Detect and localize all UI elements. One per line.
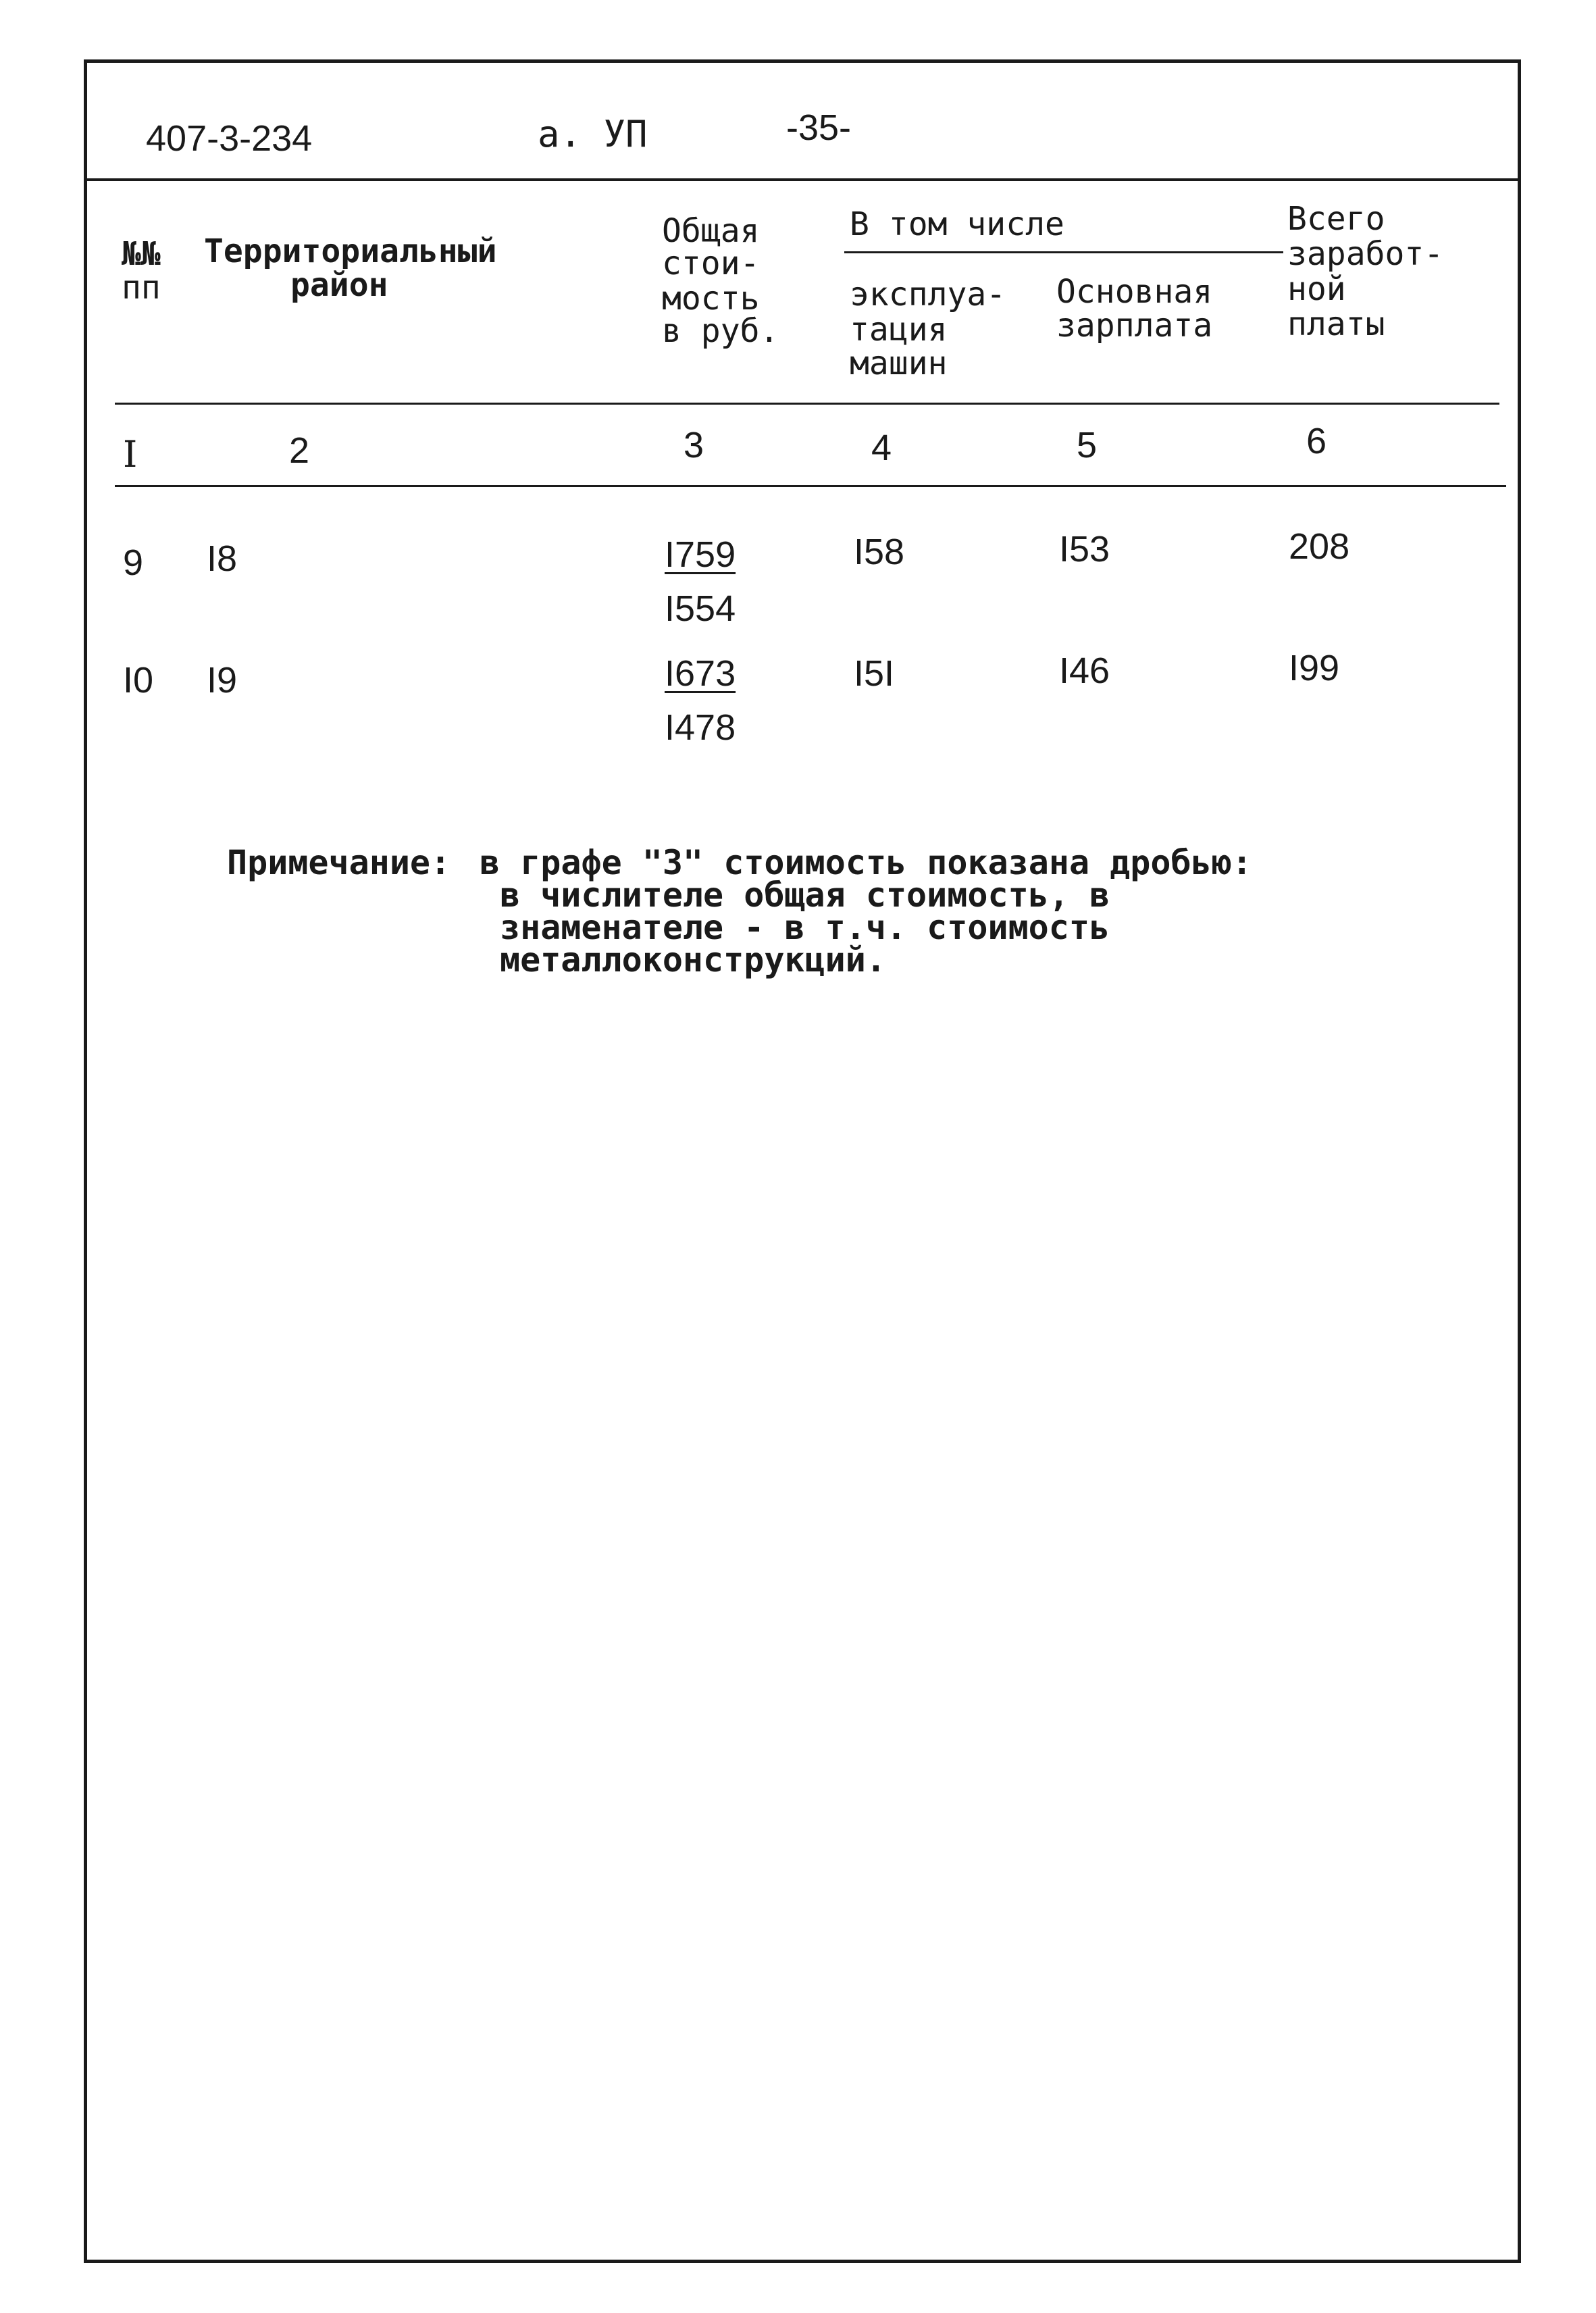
col-header-group: В том числе (850, 205, 1064, 243)
row-total-denominator: I478 (665, 707, 736, 748)
col-header-num-line2: пп (122, 269, 161, 307)
page-number: -35- (786, 107, 852, 148)
row-wage: I53 (1059, 529, 1110, 569)
row-total-numerator: I673 (665, 653, 736, 694)
row-num: I0 (123, 660, 154, 701)
header-rule (84, 178, 1521, 181)
col-header-region-line2: район (290, 266, 388, 304)
header-bottom-rule (115, 403, 1499, 405)
note-label: Примечание: (227, 843, 451, 882)
col-header-total-line1: Общая (662, 212, 760, 250)
col-number-1: I (123, 433, 138, 476)
note-line3: знаменателе - в т.ч. стоимость (500, 908, 1110, 947)
col-header-num-line1: №№ (122, 235, 161, 273)
col-number-3: 3 (684, 425, 704, 465)
row-total-denominator: I554 (665, 588, 736, 629)
col-numbers-rule (115, 485, 1506, 487)
row-num: 9 (123, 542, 144, 583)
row-machines: I58 (854, 532, 905, 572)
row-total-wage: I99 (1289, 648, 1340, 688)
row-total-numerator: I759 (665, 534, 736, 575)
col-header-total-wage-line4: платы (1287, 305, 1385, 343)
row-wage: I46 (1059, 651, 1110, 691)
col-number-2: 2 (289, 430, 310, 471)
note-line2: в числителе общая стоимость, в (500, 875, 1110, 915)
col-header-region-line1: Территориальный (204, 232, 497, 270)
row-region: I8 (207, 538, 238, 579)
row-machines: I5I (854, 653, 895, 694)
col-header-wage-line2: зарплата (1056, 307, 1213, 345)
col-number-6: 6 (1306, 421, 1327, 461)
group-underline (844, 251, 1283, 253)
col-number-4: 4 (871, 428, 892, 468)
page-frame (84, 59, 1521, 2263)
document-code: 407-3-234 (146, 118, 313, 159)
row-region: I9 (207, 660, 238, 701)
col-header-total-line4: в руб. (662, 312, 779, 350)
note-line1: в графе "3" стоимость показана дробью: (480, 843, 1252, 882)
col-header-machines-line1: эксплуа- (850, 276, 1006, 313)
col-header-wage-line1: Основная (1056, 273, 1213, 311)
col-header-total-wage-line1: Всего (1287, 200, 1385, 238)
col-number-5: 5 (1077, 425, 1098, 465)
col-header-total-wage-line3: ной (1287, 270, 1346, 308)
col-header-total-wage-line2: заработ- (1287, 235, 1444, 273)
row-total-wage: 208 (1289, 526, 1350, 567)
album-label: а. УП (538, 113, 648, 155)
col-header-total-line3: мость (662, 280, 760, 317)
note-line4: металлоконструкций. (500, 940, 886, 980)
col-header-machines-line2: тация (850, 311, 948, 349)
col-header-machines-line3: машин (850, 345, 948, 382)
col-header-total-line2: стои- (662, 245, 760, 282)
